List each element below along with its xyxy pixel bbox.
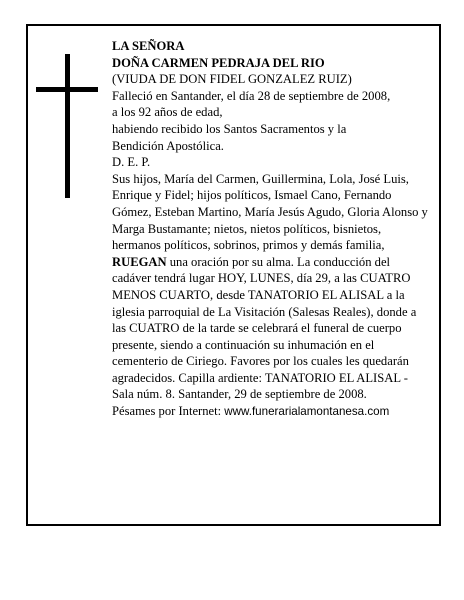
funeral-details-text: una oración por su alma. La conducción del cadáver tendrá lugar HOY, LUNES, día 29, a las CUATRO MENOS CUARTO, desde TANATORIO EL ALISAL a la iglesia parroquial de La Visitación (Salesas Reales), donde a las CUATRO de la tarde se celebrará el funeral de cuerpo presente, siendo a continuación su inhumación en el cementerio de Ciriego. Favores por los cuales les quedarán agradecidos. Capilla ardiente: TANATORIO EL ALISAL - Sala núm. 8. Santander, 29 de septiembre de 2008.	[112, 254, 417, 402]
request-bold: RUEGAN	[112, 254, 167, 269]
cross-horizontal-bar	[36, 87, 98, 92]
cross-vertical-bar	[65, 54, 70, 198]
condolence-label: Pésames por Internet:	[112, 404, 225, 419]
notice-text	[112, 38, 430, 421]
death-line-3: habiendo recibido los Santos Sacramentos y la	[112, 121, 347, 136]
death-line-2: a los 92 años de edad,	[112, 105, 223, 120]
death-line-1: Falleció en Santander, el día 28 de septiembre de 2008,	[112, 88, 391, 103]
condolence-url: www.funerarialamontanesa.com	[224, 405, 390, 419]
death-line-4: Bendición Apostólica.	[112, 138, 224, 153]
notice-title: LA SEÑORA	[112, 39, 185, 53]
condolence-line	[112, 403, 430, 421]
funeral-details-paragraph	[112, 254, 430, 403]
widow-of-line: (VIUDA DE DON FIDEL GONZALEZ RUIZ)	[112, 72, 352, 87]
deceased-name: DOÑA CARMEN PEDRAJA DEL RIO	[112, 55, 325, 70]
latin-cross-icon	[36, 54, 98, 198]
rip-line: D. E. P.	[112, 155, 151, 170]
family-paragraph: Sus hijos, María del Carmen, Guillermina, Lola, José Luis, Enrique y Fidel; hijos políticos, Ismael Cano, Fernando Gómez, Esteban Martino, María Jesús Agudo, Gloria Alonso y Marga Bustamante; nietos, nietos políticos, bisnietos, hermanos políticos, sobrinos, primos y demás familia,	[112, 171, 428, 253]
